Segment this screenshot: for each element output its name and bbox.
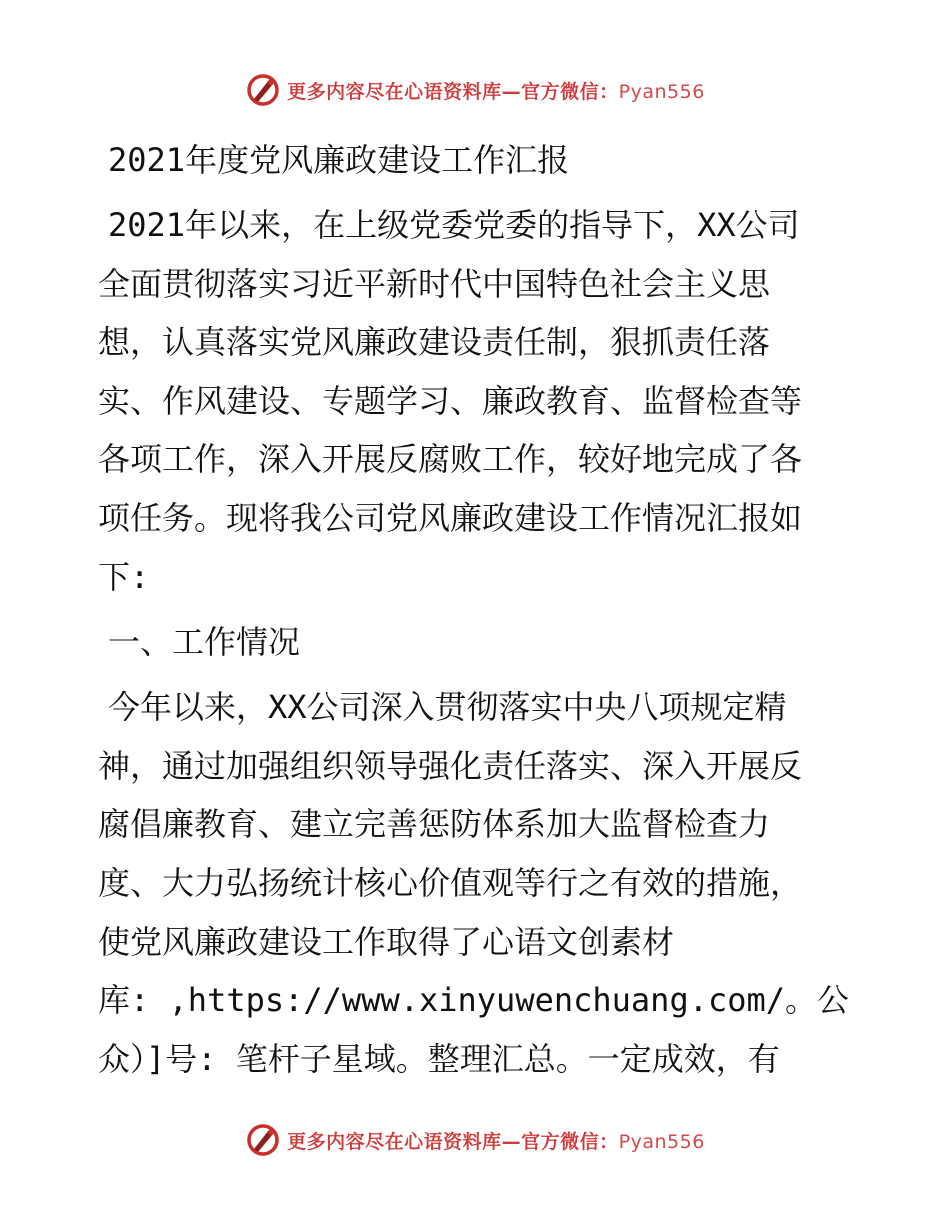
document-title: 2021年度党风廉政建设工作汇报: [108, 141, 570, 179]
paragraph-line: 2021年以来，在上级党委党委的指导下，XX公司: [108, 206, 800, 244]
paragraph-line: 神，通过加强组织领导强化责任落实、深入开展反: [98, 746, 803, 785]
paragraph-line: 腐倡廉教育、建立完善惩防体系加大监督检查力: [98, 805, 771, 844]
paragraph-line: 各项工作，深入开展反腐败工作，较好地完成了各: [98, 440, 803, 479]
banner-text: 更多内容尽在心语资料库—官方微信：Pyan556: [287, 80, 705, 103]
banner-text: 更多内容尽在心语资料库—官方微信：Pyan556: [287, 1130, 705, 1153]
paragraph-line: 使党风廉政建设工作取得了心语文创素材: [98, 922, 675, 961]
wechat-id: Pyan556: [618, 80, 705, 103]
paragraph-line: 众）]号: 笔杆子星域。整理汇总。一定成效，有: [98, 1039, 780, 1078]
paragraph-line: 实、作风建设、专题学习、廉政教育、监督检查等: [98, 381, 803, 420]
document-body: [98, 124, 858, 1088]
section-heading: 一、工作情况: [108, 623, 301, 662]
quill-pen-circle-logo: [245, 72, 281, 108]
header-watermark-banner: [0, 70, 950, 110]
paragraph-line: 度、大力弘扬统计核心价值观等行之有效的措施，: [98, 863, 803, 902]
paragraph-line: 今年以来，XX公司深入贯彻落实中央八项规定精: [108, 688, 787, 727]
paragraph-line: 想，认真落实党风廉政建设责任制，狠抓责任落: [98, 323, 771, 362]
paragraph-line: 项任务。现将我公司党风廉政建设工作情况汇报如: [98, 498, 803, 537]
paragraph-line: 全面贯彻落实习近平新时代中国特色社会主义思: [98, 264, 771, 303]
wechat-id: Pyan556: [618, 1130, 705, 1153]
quill-pen-circle-logo: [245, 1122, 281, 1158]
footer-watermark-banner: [0, 1120, 950, 1160]
paragraph-line: 下:: [98, 557, 150, 596]
paragraph-line-url: 库: ,https://www.xinyuwenchuang.com/。公: [98, 981, 850, 1020]
